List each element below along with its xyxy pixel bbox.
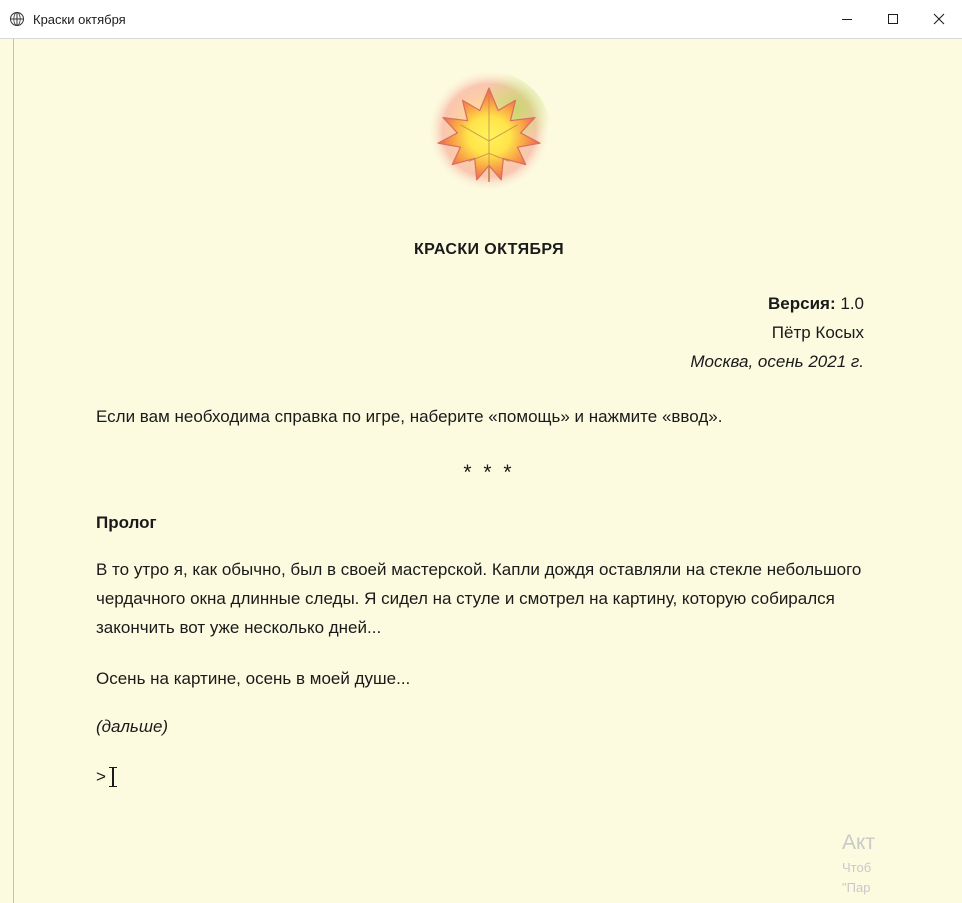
globe-icon [9, 11, 25, 27]
version-label: Версия: [768, 294, 836, 313]
command-prompt[interactable] [96, 767, 882, 787]
window-controls [824, 0, 962, 38]
watermark-line-1: Акт [842, 830, 876, 854]
leaf-image-container [96, 39, 882, 213]
author-line: Пётр Косых [771, 323, 864, 342]
section-divider: * * * [463, 461, 515, 484]
place-date-line: Москва, осень 2021 г. [690, 352, 864, 371]
continue-link[interactable]: (дальше) [96, 717, 169, 736]
title-bar [0, 0, 962, 39]
maximize-button[interactable] [870, 0, 916, 38]
page-title: КРАСКИ ОКТЯБРЯ [414, 241, 564, 258]
window-title: Краски октября [33, 11, 126, 27]
prologue-heading: Пролог [96, 513, 157, 532]
story-content [14, 39, 962, 903]
watermark-line-2: Чтоб [842, 860, 872, 875]
prologue-paragraph-2: Осень на картине, осень в моей душе... [96, 669, 411, 688]
minimize-button[interactable] [824, 0, 870, 38]
version-value: 1.0 [840, 294, 864, 313]
activation-watermark [842, 827, 962, 898]
prompt-symbol: > [96, 767, 106, 786]
watermark-line-3: "Пар [842, 879, 871, 895]
prologue-paragraph-1: В то утро я, как обычно, был в своей мастерской. Капли дождя оставляли на стекле небольшого чердачного окна длинные следы. Я сидел на стуле и смотрел на картину, которую собирался закончить вот уже несколько дней... [96, 560, 862, 637]
text-cursor-icon [112, 767, 114, 787]
window-body [0, 39, 962, 903]
title-bar-left [0, 11, 824, 27]
version-line [96, 289, 864, 318]
left-margin-rail [0, 39, 14, 903]
maple-leaf-icon [409, 53, 569, 213]
close-button[interactable] [916, 0, 962, 38]
metadata-block [96, 289, 882, 376]
help-hint-text: Если вам необходима справка по игре, наберите «помощь» и нажмите «ввод». [96, 407, 723, 426]
